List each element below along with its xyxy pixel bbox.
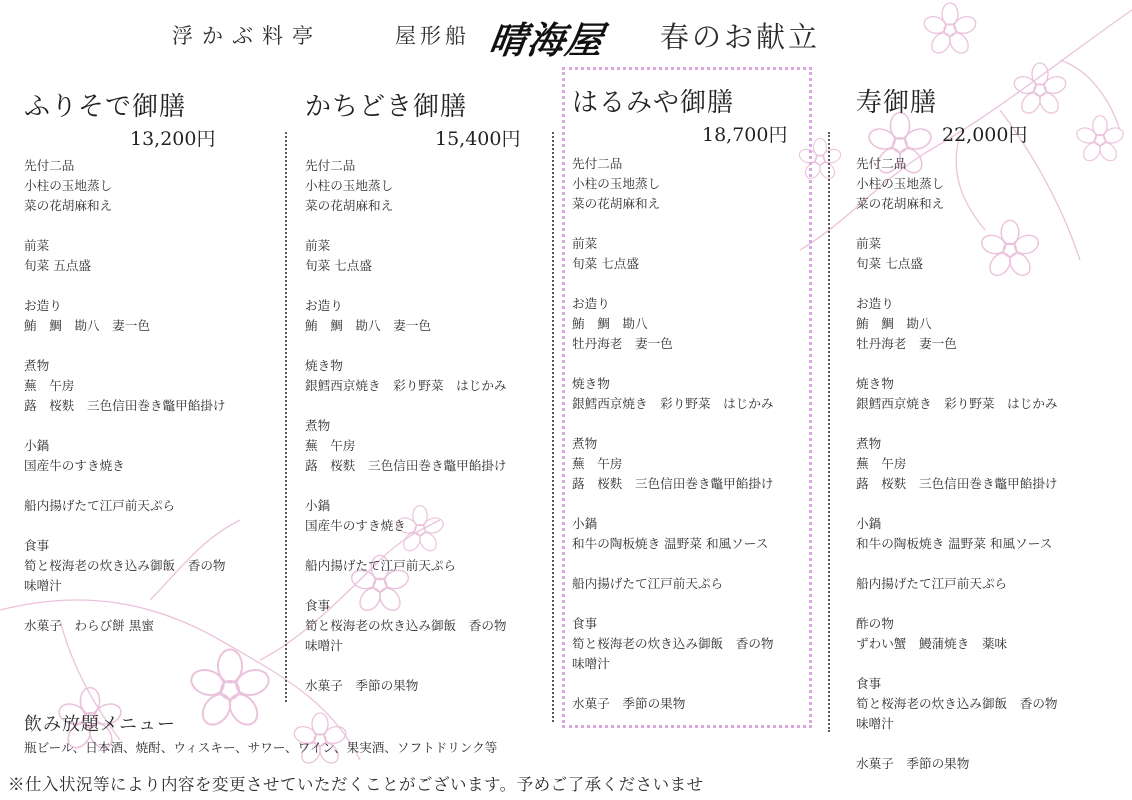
menu-item: 食事	[572, 616, 598, 631]
item-spacer	[856, 594, 1058, 614]
menu-item: 鮪 鯛 勘八	[856, 316, 932, 331]
menu-item: 水菓子 季節の果物	[572, 696, 686, 711]
menu-item: 小鍋	[856, 516, 882, 531]
menu-item: 味噌汁	[24, 578, 62, 593]
menu-items	[24, 156, 226, 636]
item-spacer	[305, 656, 507, 676]
menu-item: 先付二品	[305, 158, 356, 173]
item-spacer	[856, 274, 1058, 294]
item-spacer	[572, 274, 774, 294]
item-spacer	[24, 336, 226, 356]
menu-item: 旬菜 七点盛	[572, 256, 639, 271]
notice-text: ※仕入状況等により内容を変更させていただくことがございます。予めご了承くださいませ	[8, 775, 704, 794]
menu-name: 寿御膳	[856, 88, 938, 118]
menu-item: 筍と桜海老の炊き込み御飯 香の物	[305, 618, 507, 633]
item-spacer	[856, 354, 1058, 374]
menu-item: 小鍋	[572, 516, 598, 531]
menu-item: 蕪 午房	[856, 456, 907, 471]
menu-item: 前菜	[572, 236, 598, 251]
menu-item: 蕪 午房	[305, 438, 356, 453]
menu-item: 和牛の陶板焼き 温野菜 和風ソース	[856, 536, 1053, 551]
menu-item: 蕗 桜麩 三色信田巻き鼈甲餡掛け	[856, 476, 1058, 491]
menu-name: ふりそで御膳	[24, 92, 187, 122]
item-spacer	[856, 214, 1058, 234]
item-spacer	[305, 476, 507, 496]
menu-item: 船内揚げたて江戸前天ぷら	[305, 558, 457, 573]
menu-item: 旬菜 五点盛	[24, 258, 91, 273]
menu-price: 15,400円	[435, 128, 521, 150]
menu-item: 蕪 午房	[24, 378, 75, 393]
item-spacer	[572, 214, 774, 234]
menu-item: 菜の花胡麻和え	[24, 198, 113, 213]
menu-items	[572, 154, 774, 714]
menu-item: 水菓子 季節の果物	[305, 678, 419, 693]
menu-item: 酢の物	[856, 616, 894, 631]
menu-items	[856, 154, 1058, 774]
menu-item: 焼き物	[856, 376, 894, 391]
item-spacer	[305, 216, 507, 236]
menu-item: 国産牛のすき焼き	[305, 518, 406, 533]
menu-item: 焼き物	[572, 376, 610, 391]
item-spacer	[572, 554, 774, 574]
menu-item: 味噌汁	[572, 656, 610, 671]
menu-item: 筍と桜海老の炊き込み御飯 香の物	[856, 696, 1058, 711]
menu-item: 菜の花胡麻和え	[572, 196, 661, 211]
item-spacer	[572, 594, 774, 614]
menu-item: 焼き物	[305, 358, 343, 373]
menu-item: 牡丹海老 妻一色	[856, 336, 957, 351]
item-spacer	[856, 414, 1058, 434]
menu-item: 国産牛のすき焼き	[24, 458, 125, 473]
menu-item: 筍と桜海老の炊き込み御飯 香の物	[572, 636, 774, 651]
menu-item: 煮物	[305, 418, 331, 433]
menu-item: 菜の花胡麻和え	[856, 196, 945, 211]
menu-item: 水菓子 季節の果物	[856, 756, 970, 771]
all-you-can-drink-list: 瓶ビール、日本酒、焼酎、ウィスキー、サワー、ワイン、果実酒、ソフトドリンク等	[24, 740, 498, 755]
menu-item: 菜の花胡麻和え	[305, 198, 394, 213]
item-spacer	[305, 396, 507, 416]
menu-item: 鮪 鯛 勘八 妻一色	[24, 318, 150, 333]
menu-item: 旬菜 七点盛	[856, 256, 923, 271]
item-spacer	[856, 494, 1058, 514]
menu-item: 蕗 桜麩 三色信田巻き鼈甲餡掛け	[572, 476, 774, 491]
item-spacer	[572, 354, 774, 374]
item-spacer	[572, 414, 774, 434]
menu-item: 蕪 午房	[572, 456, 623, 471]
menu-item: 食事	[305, 598, 331, 613]
item-spacer	[572, 674, 774, 694]
menu-item: お造り	[572, 296, 610, 311]
menu-item: 煮物	[24, 358, 50, 373]
item-spacer	[24, 516, 226, 536]
menu-item: 銀鱈西京焼き 彩り野菜 はじかみ	[572, 396, 774, 411]
menu-item: 銀鱈西京焼き 彩り野菜 はじかみ	[305, 378, 507, 393]
menu-item: 先付二品	[572, 156, 623, 171]
menu-name: はるみや御膳	[572, 88, 735, 118]
menu-item: 味噌汁	[305, 638, 343, 653]
menu-item: 水菓子 わらび餅 黒蜜	[24, 618, 154, 633]
menu-item: 小柱の玉地蒸し	[856, 176, 945, 191]
item-spacer	[305, 576, 507, 596]
header-subtitle-floating-ryotei: 浮かぶ料亭	[172, 24, 322, 48]
item-spacer	[24, 276, 226, 296]
menu-item: 小柱の玉地蒸し	[24, 178, 113, 193]
menu-item: ずわい蟹 鰻蒲焼き 薬味	[856, 636, 1008, 651]
menu-item: 鮪 鯛 勘八 妻一色	[305, 318, 431, 333]
menu-item: 煮物	[856, 436, 882, 451]
menu-items	[305, 156, 507, 696]
menu-item: 旬菜 七点盛	[305, 258, 372, 273]
menu-item: 筍と桜海老の炊き込み御飯 香の物	[24, 558, 226, 573]
menu-item: 小柱の玉地蒸し	[305, 178, 394, 193]
menu-item: 前菜	[856, 236, 882, 251]
menu-item: 前菜	[24, 238, 50, 253]
menu-item: 前菜	[305, 238, 331, 253]
menu-item: 小柱の玉地蒸し	[572, 176, 661, 191]
item-spacer	[305, 276, 507, 296]
header-subtitle-yakatabune: 屋形船	[395, 24, 470, 48]
column-divider	[285, 132, 287, 702]
brand-logo: 晴海屋	[486, 18, 607, 62]
menu-item: 和牛の陶板焼き 温野菜 和風ソース	[572, 536, 769, 551]
menu-item: 鮪 鯛 勘八	[572, 316, 648, 331]
item-spacer	[856, 734, 1058, 754]
menu-item: お造り	[856, 296, 894, 311]
menu-item: 小鍋	[24, 438, 50, 453]
column-divider	[552, 132, 554, 722]
item-spacer	[24, 416, 226, 436]
menu-name: かちどき御膳	[305, 92, 468, 122]
menu-item: 煮物	[572, 436, 598, 451]
menu-item: 銀鱈西京焼き 彩り野菜 はじかみ	[856, 396, 1058, 411]
all-you-can-drink-title: 飲み放題メニュー	[24, 714, 176, 735]
menu-item: 船内揚げたて江戸前天ぷら	[24, 498, 176, 513]
menu-item: 蕗 桜麩 三色信田巻き鼈甲餡掛け	[24, 398, 226, 413]
item-spacer	[856, 554, 1058, 574]
menu-item: 船内揚げたて江戸前天ぷら	[572, 576, 724, 591]
item-spacer	[24, 596, 226, 616]
menu-item: 食事	[24, 538, 50, 553]
menu-item: 蕗 桜麩 三色信田巻き鼈甲餡掛け	[305, 458, 507, 473]
item-spacer	[305, 536, 507, 556]
menu-item: 牡丹海老 妻一色	[572, 336, 673, 351]
menu-item: 先付二品	[24, 158, 75, 173]
item-spacer	[24, 216, 226, 236]
item-spacer	[24, 476, 226, 496]
menu-item: 味噌汁	[856, 716, 894, 731]
menu-item: 小鍋	[305, 498, 331, 513]
menu-price: 18,700円	[702, 124, 788, 146]
menu-item: 食事	[856, 676, 882, 691]
item-spacer	[856, 654, 1058, 674]
menu-price: 13,200円	[130, 128, 216, 150]
page-title: 春のお献立	[660, 20, 821, 54]
column-divider	[828, 132, 830, 732]
menu-item: お造り	[305, 298, 343, 313]
menu-item: 船内揚げたて江戸前天ぷら	[856, 576, 1008, 591]
item-spacer	[305, 336, 507, 356]
menu-item: 先付二品	[856, 156, 907, 171]
page-header	[0, 14, 1132, 62]
menu-price: 22,000円	[942, 124, 1028, 146]
menu-item: お造り	[24, 298, 62, 313]
item-spacer	[572, 494, 774, 514]
